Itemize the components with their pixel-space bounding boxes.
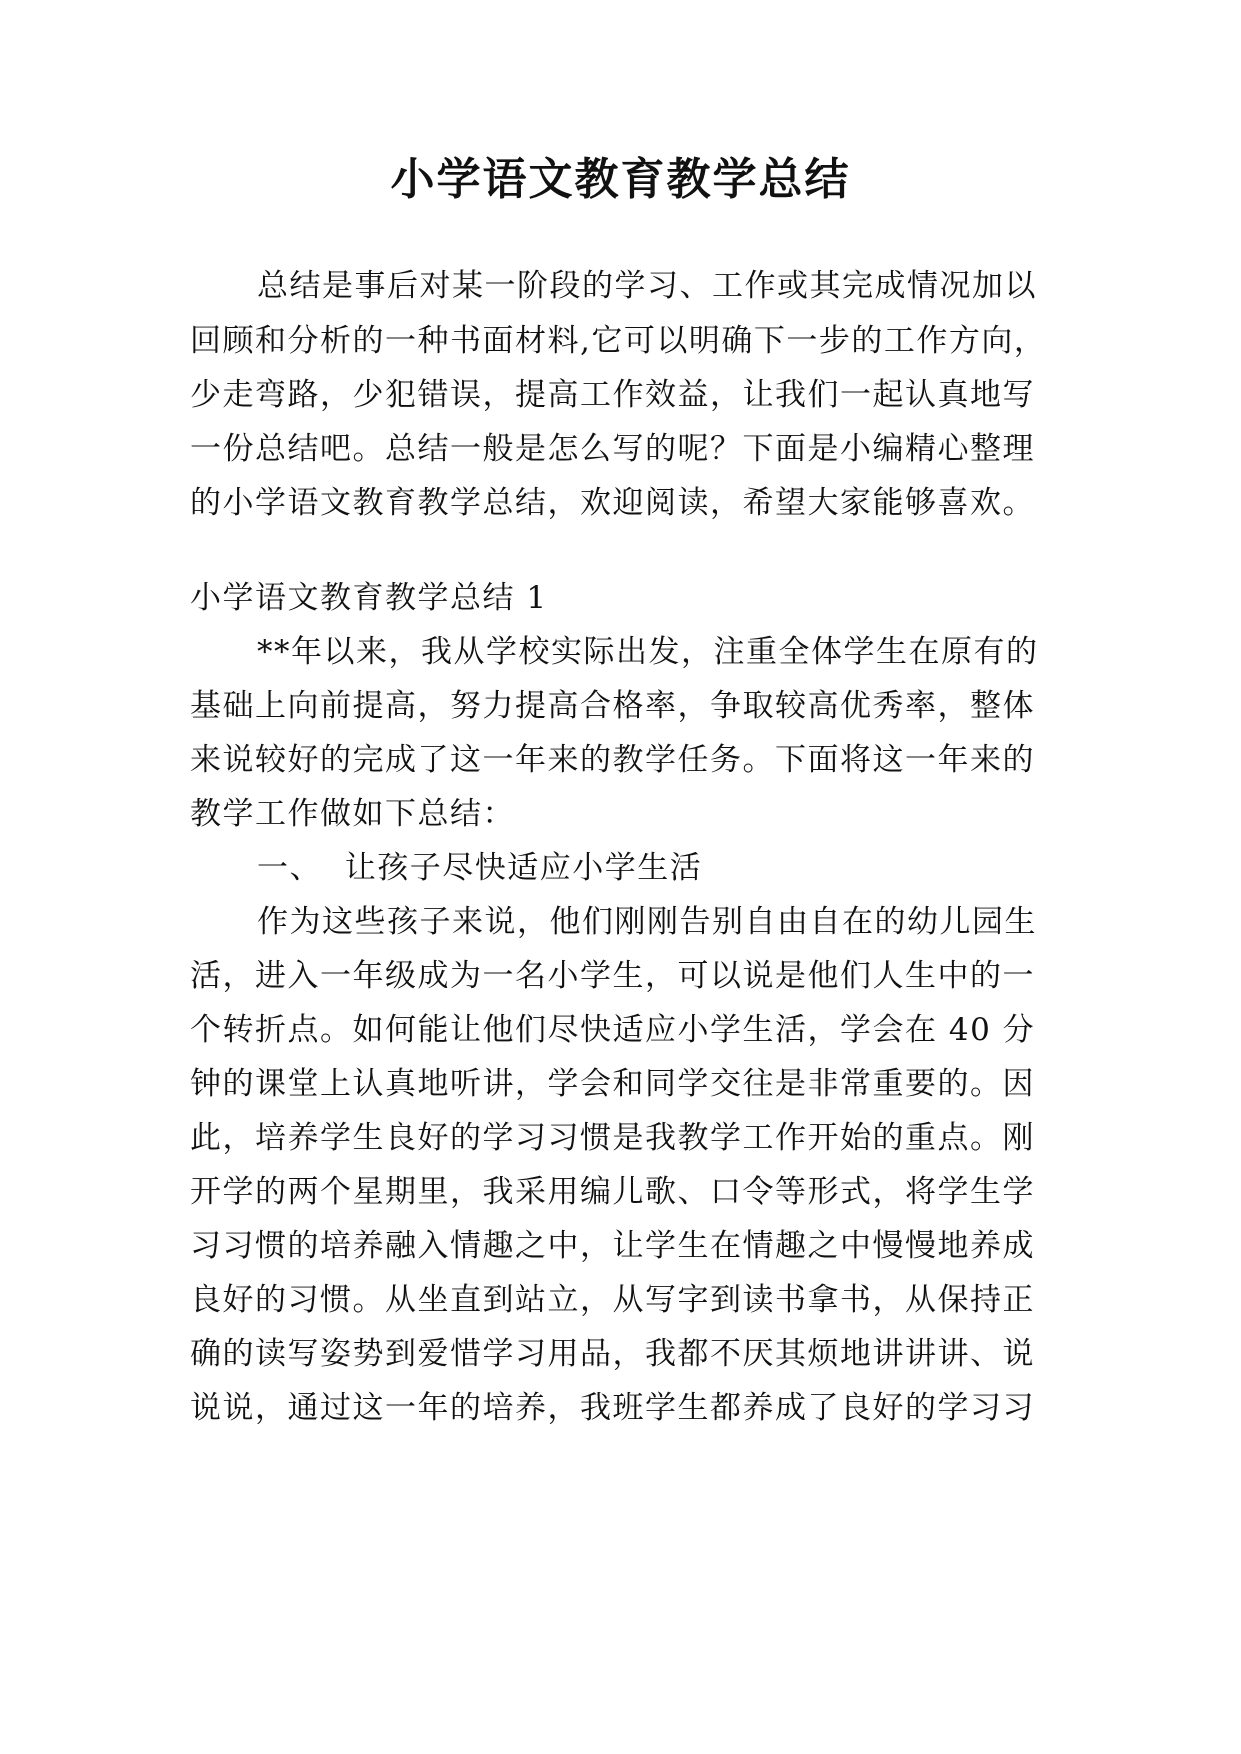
section-heading: 小学语文教育教学总结 1 bbox=[190, 580, 548, 616]
intro-line: 回顾和分析的一种书面材料,它可以明确下一步的工作方向， bbox=[190, 323, 1047, 359]
section-para-line: 基础上向前提高，努力提高合格率，争取较高优秀率，整体 bbox=[190, 688, 1035, 724]
body-line: 此，培养学生良好的学习习惯是我教学工作开始的重点。刚 bbox=[190, 1120, 1035, 1156]
intro-line: 一份总结吧。总结一般是怎么写的呢？下面是小编精心整理 bbox=[190, 431, 1035, 467]
body-line: 活，进入一年级成为一名小学生，可以说是他们人生中的一 bbox=[190, 958, 1035, 994]
section-para-line: 教学工作做如下总结： bbox=[190, 796, 515, 832]
intro-line: 少走弯路，少犯错误，提高工作效益，让我们一起认真地写 bbox=[190, 377, 1035, 413]
intro-line: 的小学语文教育教学总结，欢迎阅读，希望大家能够喜欢。 bbox=[190, 485, 1035, 521]
body-line: 确的读写姿势到爱惜学习用品，我都不厌其烦地讲讲讲、说 bbox=[190, 1336, 1035, 1372]
subheading: 一、 让孩子尽快适应小学生活 bbox=[257, 850, 703, 886]
intro-line: 总结是事后对某一阶段的学习、工作或其完成情况加以 bbox=[257, 268, 1037, 304]
body-line: 习习惯的培养融入情趣之中，让学生在情趣之中慢慢地养成 bbox=[190, 1228, 1035, 1264]
body-line: 说说，通过这一年的培养，我班学生都养成了良好的学习习 bbox=[190, 1390, 1035, 1426]
document-title: 小学语文教育教学总结 bbox=[390, 154, 851, 205]
section-para-line: **年以来，我从学校实际出发，注重全体学生在原有的 bbox=[257, 634, 1039, 670]
body-line: 个转折点。如何能让他们尽快适应小学生活，学会在 40 分 bbox=[190, 1012, 1036, 1048]
section-para-line: 来说较好的完成了这一年来的教学任务。下面将这一年来的 bbox=[190, 742, 1035, 778]
body-line: 开学的两个星期里，我采用编儿歌、口令等形式，将学生学 bbox=[190, 1174, 1035, 1210]
body-line: 作为这些孩子来说，他们刚刚告别自由自在的幼儿园生 bbox=[257, 904, 1037, 940]
body-line: 钟的课堂上认真地听讲，学会和同学交往是非常重要的。因 bbox=[190, 1066, 1035, 1102]
body-line: 良好的习惯。从坐直到站立，从写字到读书拿书，从保持正 bbox=[190, 1282, 1035, 1318]
